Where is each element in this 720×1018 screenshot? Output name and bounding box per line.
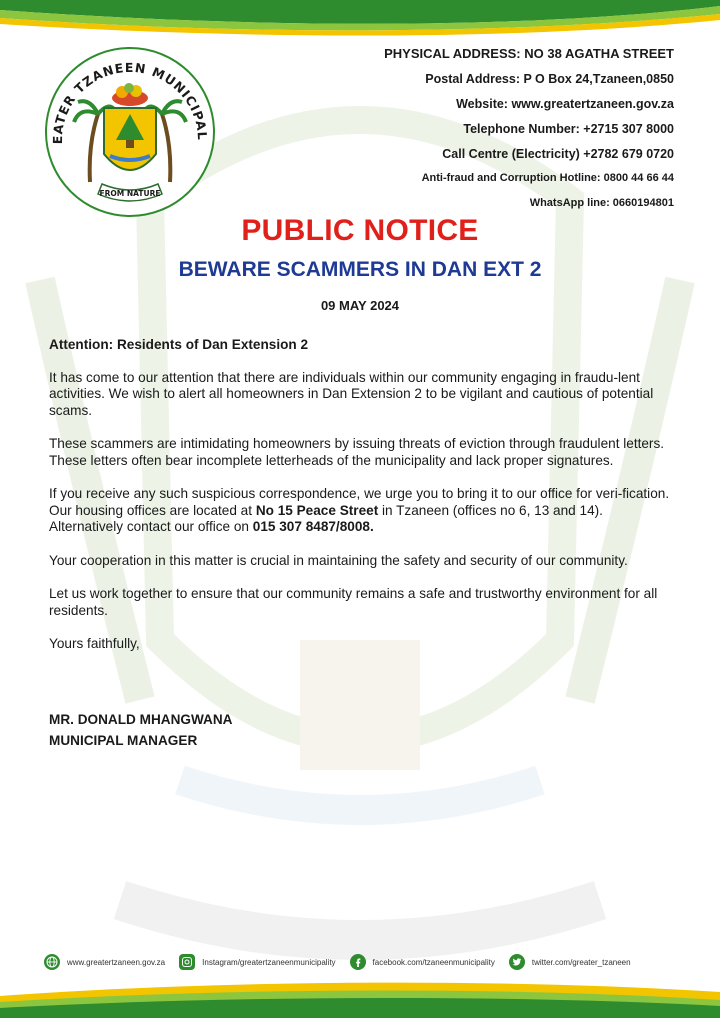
whatsapp-line: WhatsApp line: 0660194801 (529, 197, 674, 209)
signatory-title: MUNICIPAL MANAGER (49, 733, 198, 748)
paragraph-3-text-a: If you receive any such suspicious correspondence, we urge you to bring it to our office for veri-fication. Our housing offices are located at (49, 486, 670, 518)
paragraph-1: It has come to our attention that there are individuals within our community engaging in fraudu-lent activities. We wish to alert all homeowners in Dan Extension 2 to be vigilant and cautious of potential scams. (49, 369, 654, 418)
call-centre-line: Call Centre (Electricity) +2782 679 0720 (442, 147, 674, 161)
footer-links (44, 952, 684, 972)
svg-text:FROM NATURE: FROM NATURE (99, 189, 161, 198)
telephone-line: Telephone Number: +2715 307 8000 (463, 122, 674, 136)
contact-details (384, 46, 674, 221)
footer-facebook-text: facebook.com/tzaneenmunicipality (372, 957, 495, 967)
footer-facebook[interactable] (350, 954, 495, 970)
notice-body (49, 337, 675, 670)
footer-twitter-text: twitter.com/greater_tzaneen (531, 957, 631, 967)
paragraph-5: Let us work together to ensure that our community remains a safe and trustworthy environment for all residents. (49, 586, 658, 618)
signatory-name: MR. DONALD MHANGWANA (49, 712, 233, 727)
paragraph-3-text-b: in Tzaneen (offices no 6, 13 and 14). Alternatively contact our office on (49, 502, 603, 534)
instagram-icon (179, 954, 195, 970)
footer-twitter[interactable] (509, 954, 631, 970)
twitter-icon (509, 954, 525, 970)
notice-title: PUBLIC NOTICE (241, 214, 479, 247)
office-phone: 015 307 8487/8008. (252, 519, 374, 534)
footer-website[interactable] (44, 954, 165, 970)
paragraph-4: Your cooperation in this matter is crucial in maintaining the safety and security of our community. (49, 552, 628, 568)
globe-icon (44, 954, 60, 970)
signature-block (49, 709, 233, 751)
svg-text:GREATER TZANEEN MUNICIPALITY: EATER TZANEEN MUNICIPAL (49, 59, 211, 145)
attention-line: Attention: Residents of Dan Extension 2 (49, 337, 309, 352)
footer-instagram-text: Instagram/greatertzaneenmunicipality (202, 957, 336, 967)
paragraph-3 (49, 486, 675, 536)
notice-subtitle: BEWARE SCAMMERS IN DAN EXT 2 (178, 258, 542, 281)
postal-address: Postal Address: P O Box 24,Tzaneen,0850 (425, 72, 674, 86)
facebook-icon (350, 954, 366, 970)
municipality-crest-logo (40, 44, 220, 220)
office-address: No 15 Peace Street (255, 502, 379, 518)
notice-date: 09 MAY 2024 (320, 298, 400, 313)
closing: Yours faithfully, (49, 636, 140, 651)
paragraph-2: These scammers are intimidating homeowners by issuing threats of eviction through fraudulent letters. These letters often bear incomplete letterheads of the municipality and lack proper signatures. (49, 436, 665, 468)
header-swoosh (0, 0, 720, 38)
physical-address: PHYSICAL ADDRESS: NO 38 AGATHA STREET (384, 46, 674, 61)
footer-swoosh (0, 970, 720, 1018)
footer-website-text: www.greatertzaneen.gov.za (67, 957, 166, 967)
anti-fraud-hotline: Anti-fraud and Corruption Hotline: 0800 44 66 44 (421, 172, 674, 184)
website-line: Website: www.greatertzaneen.gov.za (456, 97, 674, 111)
footer-instagram[interactable] (179, 954, 335, 970)
